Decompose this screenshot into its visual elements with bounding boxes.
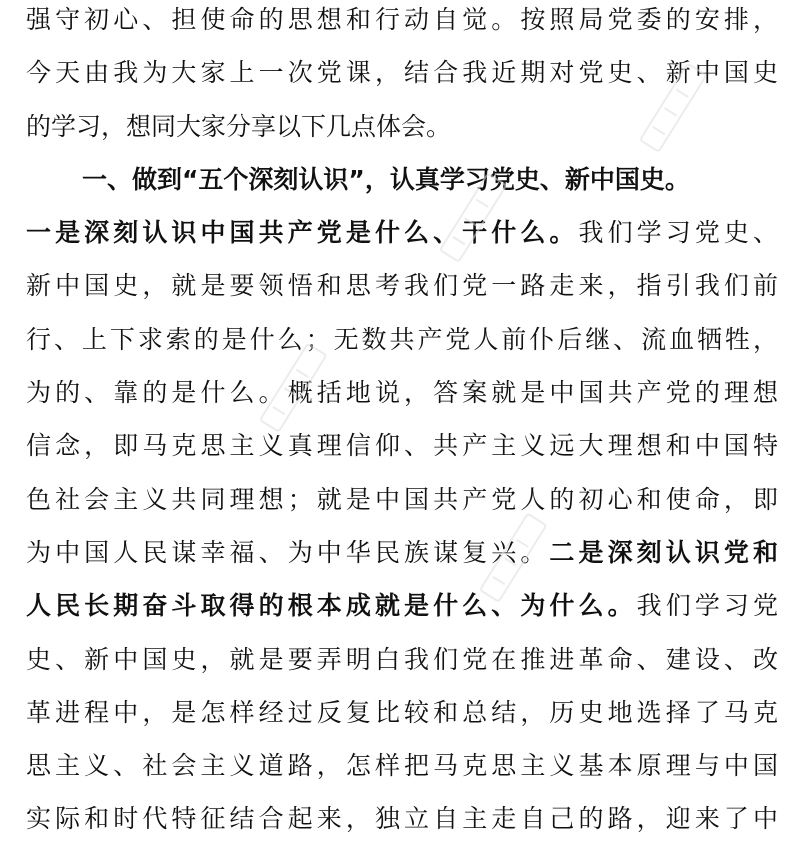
paragraph-one-line-4: 为的、靠的是什么。概括地说，答案就是中国共产党的理想 — [26, 378, 778, 408]
first-line-rest: 我们学习党史、 — [578, 218, 778, 248]
intro-line-2: 今天由我为大家上一次党课，结合我近期对党史、新中国史 — [26, 58, 778, 88]
paragraph-one-line-7 — [26, 526, 778, 579]
second-rest-a: 我们学习党 — [636, 591, 778, 621]
last-line-plain: 为中国人民谋幸福、为中华民族谋复兴。 — [26, 537, 550, 567]
intro-line-3: 的学习，想同大家分享以下几点体会。 — [26, 111, 452, 141]
bold-second-a: 二是深刻认识党和 — [549, 537, 778, 567]
paragraph-one-line-2: 新中国史，就是要领悟和思考我们党一路走来，指引我们前 — [26, 271, 778, 301]
bold-lead-first: 一是深刻认识中国共产党是什么、干什么。 — [26, 218, 579, 248]
paragraph-one-line-12: 实际和时代特征结合起来，独立自主走自己的路，迎来了中 — [26, 804, 778, 834]
paragraph-one-line-10: 革进程中，是怎样经过反复比较和总结，历史地选择了马克 — [26, 697, 778, 727]
paragraph-one-line-9: 史、新中国史，就是要弄明白我们党在推进革命、建设、改 — [26, 644, 778, 674]
section-heading: 一、做到“五个深刻认识”，认真学习党史、新中国史。 — [82, 164, 690, 194]
paragraph-one-line-8 — [26, 579, 778, 632]
paragraph-one-line-5: 信念，即马克思主义真理信仰、共产主义远大理想和中国特 — [26, 431, 778, 461]
intro-line-1: 强守初心、担使命的思想和行动自觉。按照局党委的安排， — [26, 5, 778, 34]
paragraph-one-line-1 — [26, 206, 778, 259]
bold-second-b: 人民长期奋斗取得的根本成就是什么、为什么。 — [26, 591, 637, 621]
document-page — [26, 0, 778, 846]
paragraph-one-line-11: 思主义、社会主义道路，怎样把马克思主义基本原理与中国 — [26, 751, 778, 781]
paragraph-one-line-6: 色社会主义共同理想；就是中国共产党人的初心和使命，即 — [26, 484, 778, 514]
paragraph-one-line-3: 行、上下求索的是什么；无数共产党人前仆后继、流血牺牲， — [26, 324, 778, 354]
